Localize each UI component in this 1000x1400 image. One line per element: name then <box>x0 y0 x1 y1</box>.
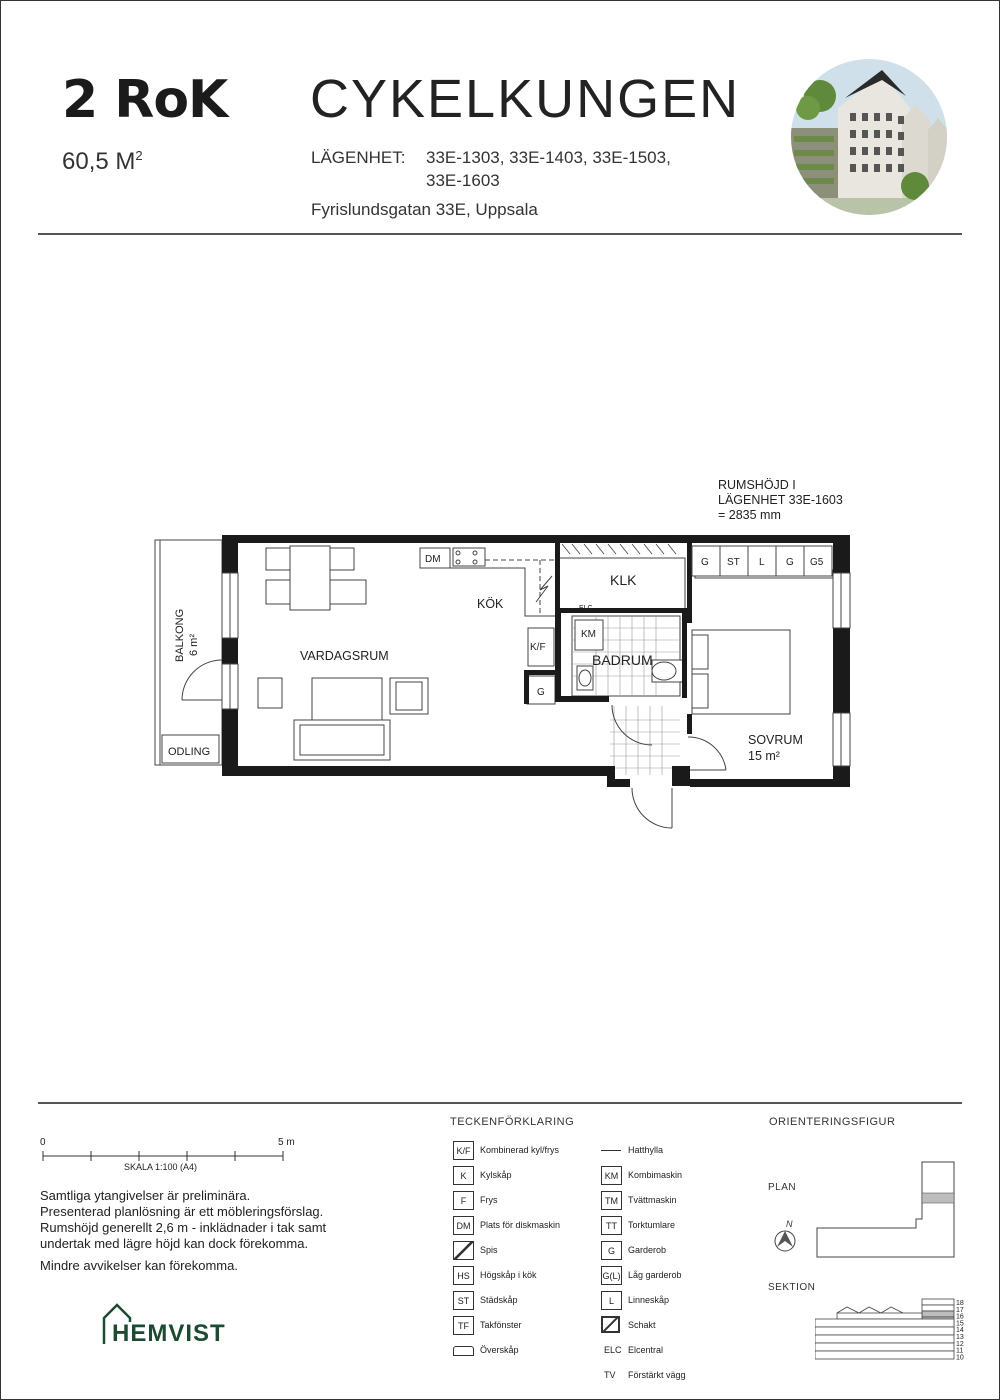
label-klk: KLK <box>610 572 637 588</box>
area-value: 60,5 M <box>62 148 136 175</box>
north-icon-label: N <box>786 1219 793 1229</box>
label-vardagsrum: VARDAGSRUM <box>300 649 389 663</box>
orientation-section-figure <box>815 1298 975 1370</box>
legend-symbol: HS <box>453 1266 474 1285</box>
floor-number-label: 15 <box>956 1320 964 1328</box>
legend-symbol: ST <box>453 1291 474 1310</box>
footer-divider <box>38 1102 962 1104</box>
legend-symbol: TT <box>601 1216 622 1235</box>
floor-number-label: 11 <box>956 1347 964 1355</box>
orientation-title: ORIENTERINGSFIGUR <box>769 1116 896 1128</box>
legend-label: Kombimaskin <box>628 1170 683 1180</box>
legend-label: Spis <box>480 1245 498 1255</box>
legend-symbol: TV <box>604 1370 616 1380</box>
legend-symbol: L <box>601 1291 622 1310</box>
floor-number-label: 16 <box>956 1313 964 1321</box>
legend-symbol <box>601 1150 621 1151</box>
apartment-ids-line1: 33E-1303, 33E-1403, 33E-1503, <box>426 148 671 167</box>
legend-label: Kombinerad kyl/frys <box>480 1145 560 1155</box>
note-line4: undertak med lägre höjd kan dock förekomma. <box>40 1236 309 1251</box>
wardrobe-3: L <box>759 557 765 568</box>
label-balcony-area: 6 m² <box>188 634 200 656</box>
legend-label: Schakt <box>628 1320 656 1330</box>
legend-title: TECKENFÖRKLARING <box>450 1116 575 1128</box>
legend-label: Kylskåp <box>480 1170 512 1180</box>
orientation-section-label: SEKTION <box>768 1282 816 1293</box>
legend-label: Frys <box>480 1195 498 1205</box>
hemvist-logo-text: HEMVIST <box>112 1320 226 1347</box>
room-height-note <box>718 478 843 523</box>
room-height-line3: = 2835 mm <box>718 508 781 522</box>
floor-number-label: 12 <box>956 1340 964 1348</box>
building-photo <box>790 58 948 216</box>
legend-symbol: K/F <box>453 1141 474 1160</box>
floor-number-label: 14 <box>956 1327 964 1335</box>
legend-label: Hatthylla <box>628 1145 664 1155</box>
project-title: CYKELKUNGEN <box>310 69 741 129</box>
floor-number-label: 17 <box>956 1306 964 1314</box>
legend-label: Torktumlare <box>628 1220 676 1230</box>
label-sovrum-area: 15 m² <box>748 749 780 763</box>
label-dm: DM <box>425 554 441 565</box>
disclaimer-notes <box>40 1188 326 1274</box>
legend-symbol: G(L) <box>601 1266 622 1285</box>
address: Fyrislundsgatan 33E, Uppsala <box>311 200 538 219</box>
label-balcony: BALKONG <box>174 608 186 662</box>
legend-symbol: KM <box>601 1166 622 1185</box>
legend-label: Städskåp <box>480 1295 518 1305</box>
label-sovrum: SOVRUM <box>748 733 803 747</box>
label-badrum: BADRUM <box>592 652 653 668</box>
legend-label: Linneskåp <box>628 1295 670 1305</box>
scale-label: SKALA 1:100 (A4) <box>124 1162 198 1172</box>
legend-label: Högskåp i kök <box>480 1270 537 1280</box>
floor-number-label: 10 <box>956 1354 964 1362</box>
legend-label: Tvättmaskin <box>628 1195 677 1205</box>
label-g: G <box>537 687 545 698</box>
scale-end: 5 m <box>278 1137 295 1148</box>
orientation-plan-figure <box>765 1155 965 1265</box>
note-line1: Samtliga ytangivelser är preliminära. <box>40 1188 251 1203</box>
legend-symbol <box>601 1316 620 1333</box>
legend-symbol: K <box>453 1166 474 1185</box>
orientation-plan-label: PLAN <box>768 1182 797 1193</box>
legend-symbol <box>453 1241 474 1260</box>
floor-number-label: 18 <box>956 1300 964 1307</box>
floor-plan <box>0 520 1000 840</box>
legend-label: Förstärkt vägg <box>628 1370 686 1380</box>
floor-number-label: 13 <box>956 1334 964 1341</box>
legend-label: Låg garderob <box>628 1270 682 1280</box>
legend-label: Elcentral <box>628 1345 664 1355</box>
scale-start: 0 <box>40 1137 46 1148</box>
scale-bar <box>40 1150 290 1162</box>
wardrobe-4: G <box>786 557 794 568</box>
legend-symbol: TF <box>453 1316 474 1335</box>
label-km: KM <box>581 629 596 640</box>
wardrobe-5: G5 <box>810 557 824 568</box>
room-height-line1: RUMSHÖJD I <box>718 478 796 492</box>
note-line3: Rumshöjd generellt 2,6 m - inklädnader i tak samt <box>40 1220 327 1235</box>
wardrobe-1: G <box>701 557 709 568</box>
legend-label: Garderob <box>628 1245 667 1255</box>
header-divider <box>38 233 962 235</box>
legend-label: Överskåp <box>480 1345 519 1355</box>
legend-symbol: ELC <box>604 1345 622 1355</box>
note-line5: Mindre avvikelser kan förekomma. <box>40 1258 238 1273</box>
apartment-ids-line2: 33E-1603 <box>426 171 500 190</box>
note-line2: Presenterad planlösning är ett möbleringsförslag. <box>40 1204 324 1219</box>
label-kok: KÖK <box>477 597 504 611</box>
apartment-label: LÄGENHET: <box>311 148 406 167</box>
legend-label: Takfönster <box>480 1320 522 1330</box>
area-unit-sup: 2 <box>135 148 143 163</box>
label-odling: ODLING <box>168 746 211 758</box>
legend-symbol: TM <box>601 1191 622 1210</box>
legend-symbol: F <box>453 1191 474 1210</box>
legend-label: Plats för diskmaskin <box>480 1220 561 1230</box>
legend-symbol: G <box>601 1241 622 1260</box>
label-kf: K/F <box>530 642 546 653</box>
label-elc: ELC <box>579 605 593 612</box>
legend-symbol <box>453 1346 474 1356</box>
wardrobe-2: ST <box>727 557 740 568</box>
legend-symbol: DM <box>453 1216 474 1235</box>
room-count-title: 2 RoK <box>62 70 228 130</box>
apartment-area <box>62 148 143 176</box>
room-height-line2: LÄGENHET 33E-1603 <box>718 493 843 507</box>
